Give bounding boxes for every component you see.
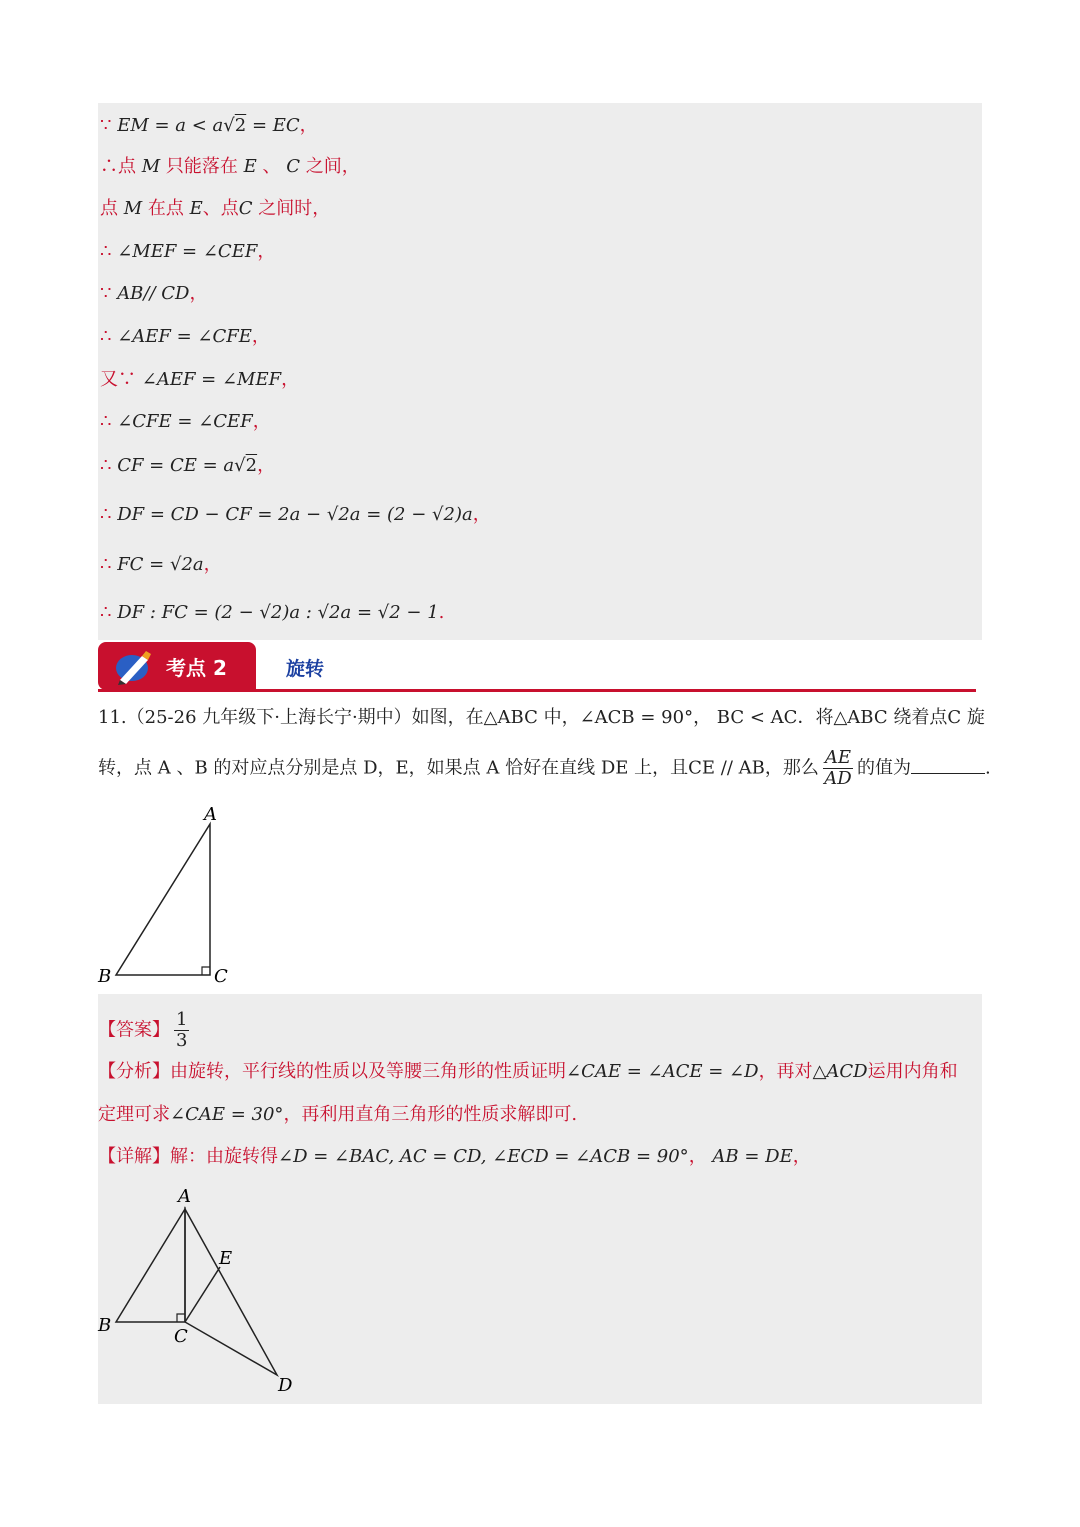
label-e: E xyxy=(219,1248,233,1269)
solution-line-3: 点 M 在点 E、点C 之间时， xyxy=(100,198,331,219)
label-b: B xyxy=(98,1315,112,1336)
solution-line-8: ∴ ∠CFE = ∠CEF， xyxy=(100,411,271,432)
detail-line: 【详解】解：由旋转得∠D = ∠BAC, AC = CD, ∠ECD = ∠ACB = 90°， AB = DE， xyxy=(98,1146,811,1167)
solution-line-11: ∴ FC = √2a， xyxy=(100,554,222,575)
section-badge xyxy=(98,642,256,690)
solution-line-7: 又∵ ∠AEF = ∠MEF， xyxy=(100,369,300,390)
solution-line-12: ∴ DF : FC = (2 − √2)a : √2a = √2 − 1. xyxy=(100,602,445,623)
label-a: A xyxy=(204,804,217,825)
section-badge-label: 考点 2 xyxy=(166,656,227,680)
question-line-2: 转，点 A 、B 的对应点分别是点 D，E，如果点 A 恰好在直线 DE 上，且CE // AB，那么 $\frac{AE}{AD}$ 的值为 . xyxy=(98,747,991,789)
question-line-1: 11.（25-26 九年级下·上海长宁·期中）如图，在△ABC 中，∠ACB = 90°， BC < AC．将△ABC 绕着点C 旋 xyxy=(98,707,985,728)
solution-line-5: ∵ AB// CD， xyxy=(100,283,208,304)
right-angle-mark xyxy=(202,967,210,975)
triangle-acd xyxy=(185,1209,277,1375)
triangle-figure-2 xyxy=(96,1182,306,1397)
answer-blank xyxy=(911,755,985,774)
analysis-line-1: 【分析】由旋转，平行线的性质以及等腰三角形的性质证明∠CAE = ∠ACE = ∠D，再对△ACD运用内角和 xyxy=(98,1061,958,1082)
label-d: D xyxy=(278,1375,293,1396)
answer-fraction: $\frac{1}{3}$ xyxy=(176,1009,188,1051)
analysis-line-2: 定理可求∠CAE = 30°，再利用直角三角形的性质求解即可. xyxy=(98,1104,578,1125)
label-b: B xyxy=(98,966,112,987)
section-header xyxy=(98,642,978,694)
solution-line-4: ∴ ∠MEF = ∠CEF， xyxy=(100,241,276,262)
answer-line: 【答案】 $\frac{1}{3}$ xyxy=(98,1009,188,1051)
solution-line-2: ∴点 M 只能落在 E 、 C 之间， xyxy=(100,156,360,177)
section-title: 旋转 xyxy=(286,658,325,680)
triangle-abc xyxy=(116,824,210,975)
solution-line-10: ∴ DF = CD − CF = 2a − √2a = (2 − √2)a， xyxy=(100,504,491,525)
label-c: C xyxy=(174,1326,188,1347)
solution-line-1: ∵ EM = a < a√2 = EC， xyxy=(100,115,318,136)
solution-line-9: ∴ CF = CE = a√2， xyxy=(100,455,276,476)
section-divider xyxy=(98,689,976,692)
label-c: C xyxy=(214,966,228,987)
triangle-abc xyxy=(116,1209,185,1322)
pen-icon xyxy=(112,646,156,686)
question-fraction: $\frac{AE}{AD}$ xyxy=(824,747,852,789)
right-angle-mark xyxy=(177,1314,185,1322)
label-a: A xyxy=(178,1186,191,1207)
segment-ce xyxy=(185,1267,220,1322)
solution-line-6: ∴ ∠AEF = ∠CFE， xyxy=(100,326,270,347)
triangle-figure-1 xyxy=(96,800,246,990)
